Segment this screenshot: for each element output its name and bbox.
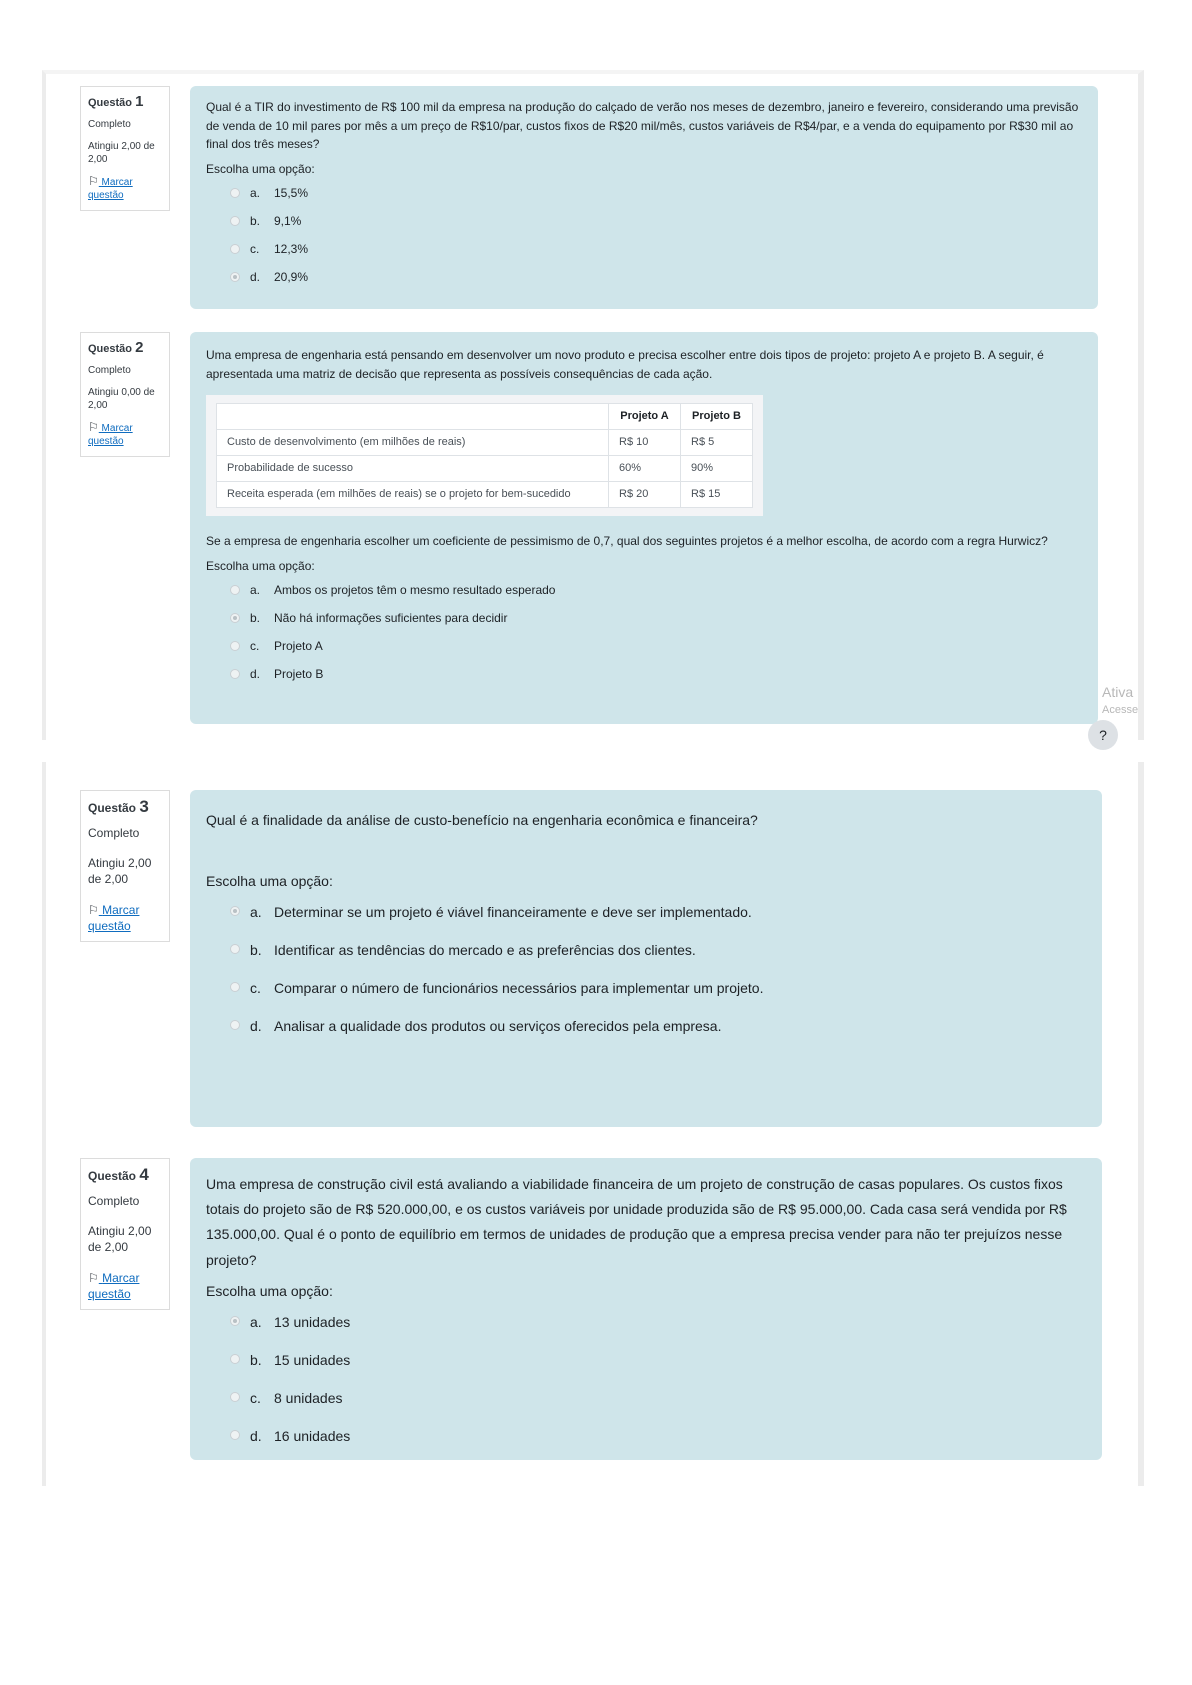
option-letter: a. — [250, 1313, 262, 1330]
question-number: Questão 4 — [88, 1165, 149, 1184]
option-text: 13 unidades — [274, 1313, 351, 1330]
question-info-1 — [80, 86, 170, 211]
radio-button[interactable] — [230, 1392, 240, 1402]
question-grade: Atingiu 2,00 de 2,00 — [88, 140, 155, 166]
flag-question-link[interactable]: ⚐ Marcar questão — [88, 419, 133, 448]
option-text: 20,9% — [274, 270, 309, 285]
choose-option-prompt: Escolha uma opção: — [206, 161, 315, 176]
radio-button[interactable] — [230, 188, 240, 198]
question-card-3 — [190, 790, 1102, 1127]
answer-option[interactable] — [206, 1386, 1086, 1424]
option-text: Projeto A — [274, 639, 323, 654]
question-text-continued: Se a empresa de engenharia escolher um coeficiente de pessimismo de 0,7, qual dos seguintes projetos é a melhor escolha, de acordo com a regra Hurwicz? — [206, 533, 1048, 548]
table-cell: R$ 10 — [609, 430, 681, 456]
option-text: 16 unidades — [274, 1427, 351, 1444]
option-text: 15,5% — [274, 186, 309, 201]
answer-option[interactable] — [206, 938, 1086, 976]
radio-button[interactable] — [230, 613, 240, 623]
answer-option[interactable] — [206, 637, 1082, 665]
option-text: 15 unidades — [274, 1351, 351, 1368]
answer-option[interactable] — [206, 184, 1082, 212]
activate-windows-sub: Acesse — [1102, 704, 1139, 716]
radio-button[interactable] — [230, 669, 240, 679]
answer-option[interactable] — [206, 665, 1082, 693]
option-letter: c. — [250, 639, 260, 654]
table-row — [217, 430, 753, 456]
table-cell: Receita esperada (em milhões de reais) se o projeto for bem-sucedido — [217, 482, 609, 508]
answer-options — [206, 1310, 1086, 1462]
question-number: Questão 1 — [88, 93, 144, 110]
option-letter: d. — [250, 667, 261, 682]
option-letter: b. — [250, 1351, 262, 1368]
question-text: Uma empresa de engenharia está pensando em desenvolver um novo produto e precisa escolher entre dois tipos de projeto: projeto A e projeto B. A seguir, é apresentada uma matriz de decisão que representa as possíveis consequências de cada ação. — [206, 348, 1044, 381]
table-header: Projeto B — [681, 404, 753, 430]
question-text: Qual é a TIR do investimento de R$ 100 mil da empresa na produção do calçado de verão nos meses de dezembro, janeiro e fevereiro, considerando uma previsão de venda de 10 mil pares por mês a um preço de R$10/par, custos fixos de R$20 mil/mês, custos variáveis de R$4/par, e a venda do equipamento por R$30 mil ao final dos três meses? — [206, 100, 1079, 152]
answer-option[interactable] — [206, 976, 1086, 1014]
option-letter: a. — [250, 583, 261, 598]
answer-option[interactable] — [206, 268, 1082, 296]
option-letter: b. — [250, 214, 261, 229]
answer-option[interactable] — [206, 1424, 1086, 1462]
flag-icon: ⚐ — [88, 173, 99, 188]
table-cell: R$ 15 — [681, 482, 753, 508]
flag-icon: ⚐ — [88, 902, 99, 917]
answer-option[interactable] — [206, 900, 1086, 938]
table-cell: Probabilidade de sucesso — [217, 456, 609, 482]
flag-question-link[interactable]: ⚐ Marcar questão — [88, 902, 140, 933]
question-text: Qual é a finalidade da análise de custo-benefício na engenharia econômica e financeira? — [206, 812, 758, 828]
radio-button[interactable] — [230, 982, 240, 992]
option-text: 8 unidades — [274, 1389, 343, 1406]
decision-matrix-wrapper — [206, 395, 763, 516]
answer-option[interactable] — [206, 581, 1082, 609]
radio-button[interactable] — [230, 1316, 240, 1326]
option-text: 12,3% — [274, 242, 309, 257]
question-info-2 — [80, 332, 170, 457]
answer-options — [206, 184, 1082, 296]
option-letter: c. — [250, 242, 260, 257]
flag-icon: ⚐ — [88, 419, 99, 434]
flag-question-link[interactable]: ⚐ Marcar questão — [88, 1270, 140, 1301]
radio-button[interactable] — [230, 906, 240, 916]
question-state: Completo — [88, 1193, 140, 1208]
decision-matrix-table — [216, 403, 753, 508]
choose-option-prompt: Escolha uma opção: — [206, 1282, 333, 1299]
question-card-1 — [190, 86, 1098, 309]
question-grade: Atingiu 2,00 de 2,00 — [88, 856, 152, 887]
radio-button[interactable] — [230, 1430, 240, 1440]
option-text: Comparar o número de funcionários necessários para implementar um projeto. — [274, 980, 764, 997]
option-letter: d. — [250, 1427, 262, 1444]
table-cell: 60% — [609, 456, 681, 482]
radio-button[interactable] — [230, 585, 240, 595]
radio-button[interactable] — [230, 244, 240, 254]
answer-option[interactable] — [206, 1348, 1086, 1386]
answer-option[interactable] — [206, 212, 1082, 240]
activate-windows-watermark: Ativa — [1102, 684, 1134, 700]
option-text: Determinar se um projeto é viável financeiramente e deve ser implementado. — [274, 904, 752, 921]
question-text: Uma empresa de construção civil está avaliando a viabilidade financeira de um projeto de construção de casas populares. Os custos fixos totais do projeto são de R$ 520.000,00, e os custos variáveis por unidade produzida são de R$ 95.000,00. Cada casa será vendida por R$ 135.000,00. Qual é o ponto de equilíbrio em termos de unidades de produção que a empresa precisa vender para não ter prejuízos nesse projeto? — [206, 1176, 1067, 1268]
option-letter: d. — [250, 1018, 262, 1035]
answer-options — [206, 900, 1086, 1052]
option-text: Não há informações suficientes para decidir — [274, 611, 508, 626]
option-letter: b. — [250, 942, 262, 959]
flag-icon: ⚐ — [88, 1270, 99, 1285]
table-header — [217, 404, 609, 430]
option-letter: a. — [250, 186, 261, 201]
option-text: Ambos os projetos têm o mesmo resultado esperado — [274, 583, 556, 598]
table-row — [217, 482, 753, 508]
question-number: Questão 3 — [88, 797, 149, 816]
question-info-3 — [80, 790, 170, 942]
answer-options — [206, 581, 1082, 693]
table-cell: 90% — [681, 456, 753, 482]
option-text: Projeto B — [274, 667, 324, 682]
radio-button[interactable] — [230, 272, 240, 282]
option-text: 9,1% — [274, 214, 302, 229]
radio-button[interactable] — [230, 1354, 240, 1364]
help-button[interactable]: ? — [1088, 720, 1118, 750]
choose-option-prompt: Escolha uma opção: — [206, 873, 333, 890]
table-header-row — [217, 404, 753, 430]
option-text: Analisar a qualidade dos produtos ou serviços oferecidos pela empresa. — [274, 1018, 722, 1035]
choose-option-prompt: Escolha uma opção: — [206, 558, 315, 573]
answer-option[interactable] — [206, 1014, 1086, 1052]
table-cell: Custo de desenvolvimento (em milhões de reais) — [217, 430, 609, 456]
radio-button[interactable] — [230, 944, 240, 954]
table-row — [217, 456, 753, 482]
option-letter: c. — [250, 1389, 261, 1406]
radio-button[interactable] — [230, 641, 240, 651]
option-letter: c. — [250, 980, 261, 997]
answer-option[interactable] — [206, 240, 1082, 268]
radio-button[interactable] — [230, 216, 240, 226]
question-info-4 — [80, 1158, 170, 1310]
question-state: Completo — [88, 825, 140, 840]
radio-button[interactable] — [230, 1020, 240, 1030]
answer-option[interactable] — [206, 1310, 1086, 1348]
option-letter: a. — [250, 904, 262, 921]
question-number: Questão 2 — [88, 339, 144, 356]
table-cell: R$ 20 — [609, 482, 681, 508]
table-header: Projeto A — [609, 404, 681, 430]
question-state: Completo — [88, 119, 131, 131]
question-card-2 — [190, 332, 1098, 724]
answer-option[interactable] — [206, 609, 1082, 637]
option-letter: b. — [250, 611, 261, 626]
flag-question-link[interactable]: ⚐ Marcar questão — [88, 173, 133, 202]
table-cell: R$ 5 — [681, 430, 753, 456]
question-grade: Atingiu 0,00 de 2,00 — [88, 386, 155, 412]
option-text: Identificar as tendências do mercado e as preferências dos clientes. — [274, 942, 696, 959]
option-letter: d. — [250, 270, 261, 285]
question-card-4 — [190, 1158, 1102, 1460]
question-state: Completo — [88, 365, 131, 377]
question-grade: Atingiu 2,00 de 2,00 — [88, 1224, 152, 1255]
